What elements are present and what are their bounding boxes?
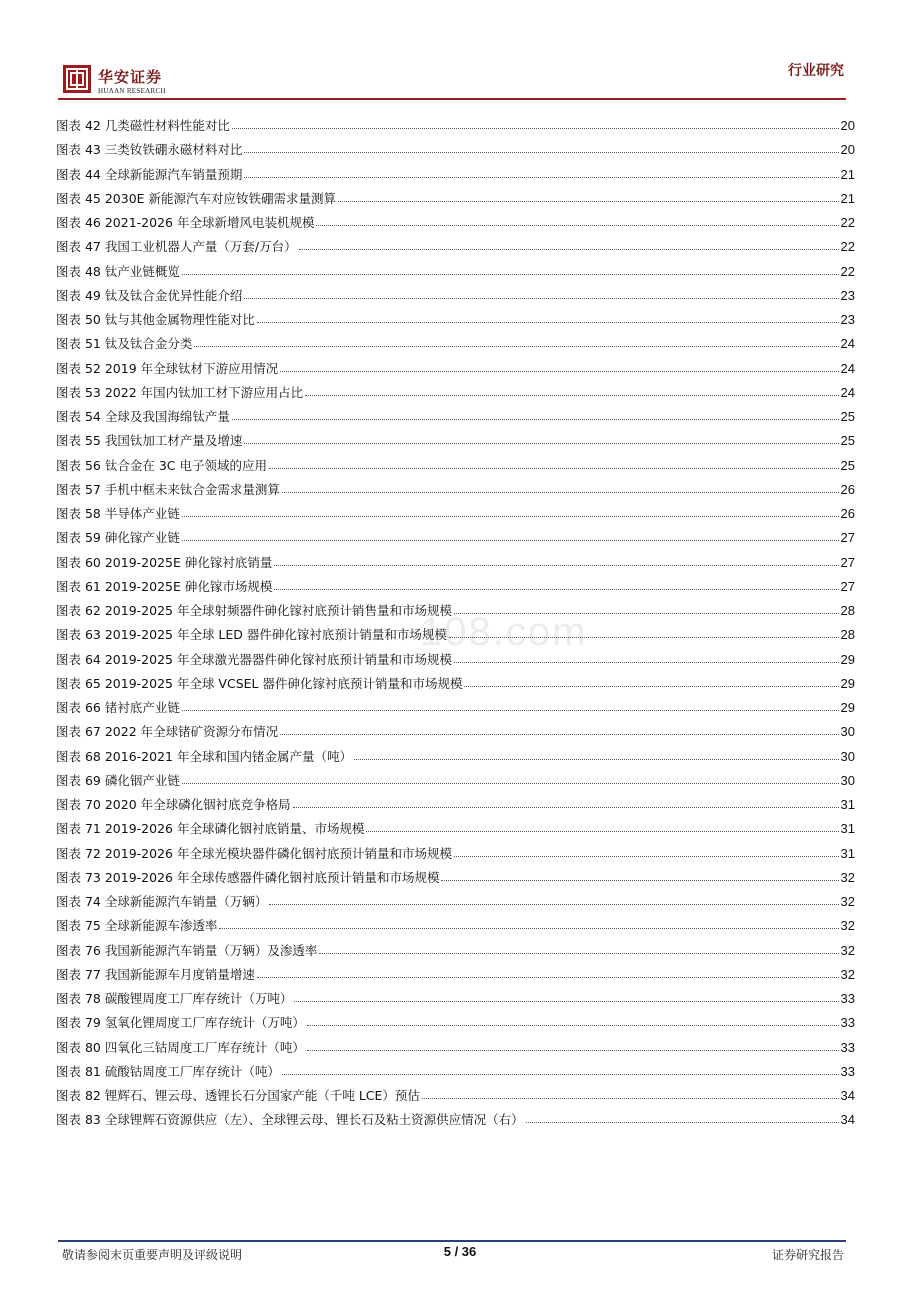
toc-entry-page: 33 (840, 1063, 855, 1079)
toc-entry[interactable] (56, 1013, 855, 1037)
toc-entry-page: 27 (840, 554, 855, 570)
toc-entry-page: 23 (840, 287, 855, 303)
toc-entry-title: 图表 57 手机中框未来钛合金需求量测算 (56, 481, 280, 497)
toc-entry-title: 图表 71 2019-2026 年全球磷化铟衬底销量、市场规模 (56, 821, 365, 837)
toc-entry[interactable] (56, 747, 855, 771)
header-divider (58, 98, 846, 100)
toc-entry-page: 28 (840, 627, 855, 643)
toc-entry-page: 32 (840, 869, 855, 885)
toc-entry-page: 20 (840, 118, 855, 133)
toc-entry-title: 图表 81 硫酸钴周度工厂库存统计（吨） (56, 1063, 280, 1079)
toc-dot-leader (307, 1048, 839, 1051)
toc-entry-page: 24 (840, 360, 855, 376)
toc-entry-title: 图表 56 钛合金在 3C 电子领域的应用 (56, 457, 267, 473)
toc-entry[interactable] (56, 431, 855, 455)
toc-entry[interactable] (56, 892, 855, 916)
toc-entry-title: 图表 62 2019-2025 年全球射频器件砷化镓衬底预计销售量和市场规模 (56, 603, 452, 618)
toc-dot-leader (244, 175, 838, 178)
toc-entry-title: 图表 53 2022 年国内钛加工材下游应用占比 (56, 384, 304, 400)
toc-dot-leader (454, 660, 839, 663)
toc-entry[interactable] (56, 116, 855, 140)
toc-entry-page: 22 (840, 215, 855, 230)
toc-entry-page: 31 (840, 797, 855, 812)
toc-dot-leader (182, 781, 839, 784)
toc-entry-title: 图表 44 全球新能源汽车销量预期 (56, 166, 243, 182)
toc-entry-page: 24 (840, 336, 855, 352)
toc-entry-page: 26 (840, 481, 855, 497)
toc-entry-title: 图表 43 三类钕铁硼永磁材料对比 (56, 142, 243, 158)
toc-entry-page: 22 (840, 239, 855, 255)
toc-entry-page: 29 (840, 651, 855, 667)
toc-dot-leader (280, 732, 838, 735)
toc-entry-title: 图表 74 全球新能源汽车销量（万辆） (56, 894, 268, 909)
huaan-seal-icon (62, 64, 92, 94)
toc-entry-title: 图表 55 我国钛加工材产量及增速 (56, 433, 243, 449)
toc-entry-page: 26 (840, 506, 855, 521)
toc-dot-leader (282, 1072, 839, 1075)
watermark: 108.com (420, 610, 588, 654)
toc-entry[interactable] (56, 625, 855, 649)
toc-entry-page: 33 (840, 1015, 855, 1031)
toc-entry-page: 24 (840, 384, 855, 400)
toc-dot-leader (182, 538, 839, 541)
toc-entry-page: 32 (840, 918, 855, 934)
toc-entry-page: 33 (840, 1039, 855, 1055)
toc-dot-leader (269, 466, 839, 469)
toc-entry-title: 图表 76 我国新能源汽车销量（万辆）及渗透率 (56, 942, 318, 958)
toc-entry-title: 图表 83 全球锂辉石资源供应（左）、全球锂云母、锂长石及粘土资源供应情况（右） (56, 1112, 524, 1128)
toc-entry-title: 图表 58 半导体产业链 (56, 506, 180, 521)
toc-entry-title: 图表 51 钛及钛合金分类 (56, 336, 193, 352)
toc-entry[interactable] (56, 844, 855, 868)
toc-dot-leader (269, 902, 838, 905)
toc-dot-leader (305, 393, 838, 396)
toc-entry-title: 图表 79 氢氧化锂周度工厂库存统计（万吨） (56, 1015, 305, 1031)
toc-dot-leader (319, 951, 838, 954)
toc-dot-leader (232, 417, 839, 420)
toc-entry-title: 图表 60 2019-2025E 砷化镓衬底销量 (56, 554, 273, 570)
toc-entry-title: 图表 52 2019 年全球钛材下游应用情况 (56, 360, 279, 376)
toc-entry-title: 图表 66 锗衬底产业链 (56, 700, 180, 715)
toc-entry[interactable] (56, 359, 855, 383)
toc-entry-title: 图表 67 2022 年全球锗矿资源分布情况 (56, 724, 279, 740)
toc-entry[interactable] (56, 577, 855, 601)
toc-entry-title: 图表 61 2019-2025E 砷化镓市场规模 (56, 578, 273, 594)
toc-entry[interactable] (56, 480, 855, 504)
toc-entry-title: 图表 75 全球新能源车渗透率 (56, 918, 218, 934)
toc-dot-leader (244, 150, 838, 153)
toc-entry-title: 图表 46 2021-2026 年全球新增风电装机规模 (56, 215, 315, 230)
toc-entry-page: 30 (840, 748, 855, 764)
toc-entry-title: 图表 45 2030E 新能源汽车对应钕铁硼需求量测算 (56, 190, 337, 206)
toc-entry-page: 27 (840, 530, 855, 546)
logo-english-name: HUAAN RESEARCH (98, 87, 166, 95)
toc-dot-leader (293, 805, 839, 808)
toc-entry[interactable] (56, 989, 855, 1013)
toc-entry-title: 图表 80 四氧化三钴周度工厂库存统计（吨） (56, 1039, 305, 1055)
toc-entry[interactable] (56, 771, 855, 795)
footer-divider (58, 1240, 846, 1242)
toc-dot-leader (441, 878, 838, 881)
toc-entry-title: 图表 54 全球及我国海绵钛产量 (56, 409, 230, 424)
toc-entry-page: 25 (840, 409, 855, 424)
toc-entry[interactable] (56, 1038, 855, 1062)
toc-entry[interactable] (56, 601, 855, 625)
toc-entry[interactable] (56, 795, 855, 819)
toc-entry-page: 23 (840, 312, 855, 327)
toc-dot-leader (244, 441, 838, 444)
toc-entry[interactable] (56, 722, 855, 746)
toc-entry[interactable] (56, 916, 855, 940)
toc-dot-leader (232, 126, 839, 129)
toc-dot-leader (219, 926, 838, 929)
toc-entry-title: 图表 69 磷化铟产业链 (56, 772, 180, 788)
toc-entry[interactable] (56, 456, 855, 480)
toc-dot-leader (316, 223, 838, 226)
toc-entry-title: 图表 59 砷化镓产业链 (56, 530, 180, 546)
toc-dot-leader (454, 854, 839, 857)
toc-entry-page: 33 (840, 991, 855, 1006)
toc-entry[interactable] (56, 965, 855, 989)
toc-entry[interactable] (56, 286, 855, 310)
toc-entry-page: 30 (840, 772, 855, 788)
toc-dot-leader (244, 296, 838, 299)
footer-disclaimer: 敬请参阅末页重要声明及评级说明 (62, 1248, 243, 1262)
toc-dot-leader (299, 247, 839, 250)
toc-entry-title: 图表 42 几类磁性材料性能对比 (56, 118, 230, 133)
toc-dot-leader (449, 635, 839, 638)
toc-dot-leader (274, 563, 838, 566)
toc-dot-leader (294, 999, 838, 1002)
toc-dot-leader (307, 1023, 839, 1026)
toc-entry[interactable] (56, 650, 855, 674)
toc-entry-title: 图表 49 钛及钛合金优异性能介绍 (56, 287, 243, 303)
toc-entry-title: 图表 68 2016-2021 年全球和国内锗金属产量（吨） (56, 748, 352, 764)
toc-entry-page: 22 (840, 263, 855, 279)
toc-entry-title: 图表 77 我国新能源车月度销量增速 (56, 966, 255, 982)
toc-entry-page: 31 (840, 821, 855, 837)
report-category: 行业研究 (788, 63, 844, 79)
toc-entry[interactable] (56, 140, 855, 164)
page-number: 5 / 36 (443, 1244, 477, 1259)
toc-entry-page: 21 (840, 166, 855, 182)
toc-dot-leader (422, 1096, 839, 1099)
toc-entry[interactable] (56, 674, 855, 698)
toc-entry-page: 30 (840, 724, 855, 740)
toc-entry-page: 21 (840, 190, 855, 206)
toc-dot-leader (454, 611, 839, 614)
toc-dot-leader (182, 708, 839, 711)
toc-entry-page: 32 (840, 966, 855, 982)
toc-dot-leader (182, 272, 839, 275)
toc-dot-leader (274, 587, 838, 590)
toc-dot-leader (526, 1120, 839, 1123)
toc-entry-page: 25 (840, 433, 855, 449)
toc-entry-title: 图表 70 2020 年全球磷化铟衬底竞争格局 (56, 797, 291, 812)
toc-entry-page: 34 (840, 1088, 855, 1103)
toc-dot-leader (257, 320, 839, 323)
toc-entry[interactable] (56, 1086, 855, 1110)
toc-entry-page: 31 (840, 845, 855, 861)
toc-entry[interactable] (56, 407, 855, 431)
toc-entry-title: 图表 73 2019-2026 年全球传感器件磷化铟衬底预计销量和市场规模 (56, 869, 440, 885)
figure-list (56, 116, 855, 1135)
toc-entry[interactable] (56, 1110, 855, 1134)
toc-dot-leader (338, 199, 838, 202)
toc-entry-page: 32 (840, 942, 855, 958)
toc-entry-title: 图表 63 2019-2025 年全球 LED 器件砷化镓衬底预计销量和市场规模 (56, 627, 447, 643)
toc-entry[interactable] (56, 941, 855, 965)
toc-dot-leader (257, 975, 839, 978)
toc-entry[interactable] (56, 383, 855, 407)
huaan-logo (62, 64, 182, 102)
footer-doc-type: 证券研究报告 (771, 1248, 844, 1262)
toc-entry[interactable] (56, 334, 855, 358)
toc-entry-page: 29 (840, 675, 855, 691)
toc-entry[interactable] (56, 237, 855, 261)
toc-entry[interactable] (56, 504, 855, 528)
toc-entry-page: 28 (840, 603, 855, 618)
toc-entry[interactable] (56, 310, 855, 334)
toc-entry-title: 图表 72 2019-2026 年全球光模块器件磷化铟衬底预计销量和市场规模 (56, 845, 452, 861)
toc-entry-title: 图表 64 2019-2025 年全球激光器器件砷化镓衬底预计销量和市场规模 (56, 651, 452, 667)
toc-entry[interactable] (56, 868, 855, 892)
toc-entry[interactable] (56, 698, 855, 722)
toc-entry-title: 图表 78 碳酸锂周度工厂库存统计（万吨） (56, 991, 293, 1006)
toc-entry-title: 图表 50 钛与其他金属物理性能对比 (56, 312, 255, 327)
toc-entry-page: 20 (840, 142, 855, 158)
toc-entry-title: 图表 65 2019-2025 年全球 VCSEL 器件砷化镓衬底预计销量和市场规模 (56, 675, 463, 691)
toc-entry-page: 34 (840, 1112, 855, 1128)
toc-dot-leader (464, 684, 838, 687)
toc-entry-page: 27 (840, 578, 855, 594)
toc-entry[interactable] (56, 553, 855, 577)
toc-dot-leader (182, 514, 839, 517)
toc-entry[interactable] (56, 528, 855, 552)
toc-entry-title: 图表 48 钛产业链概览 (56, 263, 180, 279)
toc-entry[interactable] (56, 213, 855, 237)
toc-entry-page: 32 (840, 894, 855, 909)
page-header (0, 0, 920, 104)
toc-dot-leader (366, 829, 838, 832)
toc-entry-page: 29 (840, 700, 855, 715)
toc-dot-leader (194, 344, 838, 347)
toc-entry-page: 25 (840, 457, 855, 473)
logo-chinese-name: 华安证券 (98, 68, 163, 86)
toc-dot-leader (354, 757, 839, 760)
toc-entry-title: 图表 82 锂辉石、锂云母、透锂长石分国家产能（千吨 LCE）预估 (56, 1088, 420, 1103)
toc-entry[interactable] (56, 1062, 855, 1086)
toc-dot-leader (282, 490, 839, 493)
toc-entry[interactable] (56, 189, 855, 213)
toc-entry-title: 图表 47 我国工业机器人产量（万套/万台） (56, 239, 297, 255)
toc-dot-leader (280, 369, 838, 372)
toc-entry[interactable] (56, 165, 855, 189)
toc-entry[interactable] (56, 262, 855, 286)
toc-entry[interactable] (56, 819, 855, 843)
